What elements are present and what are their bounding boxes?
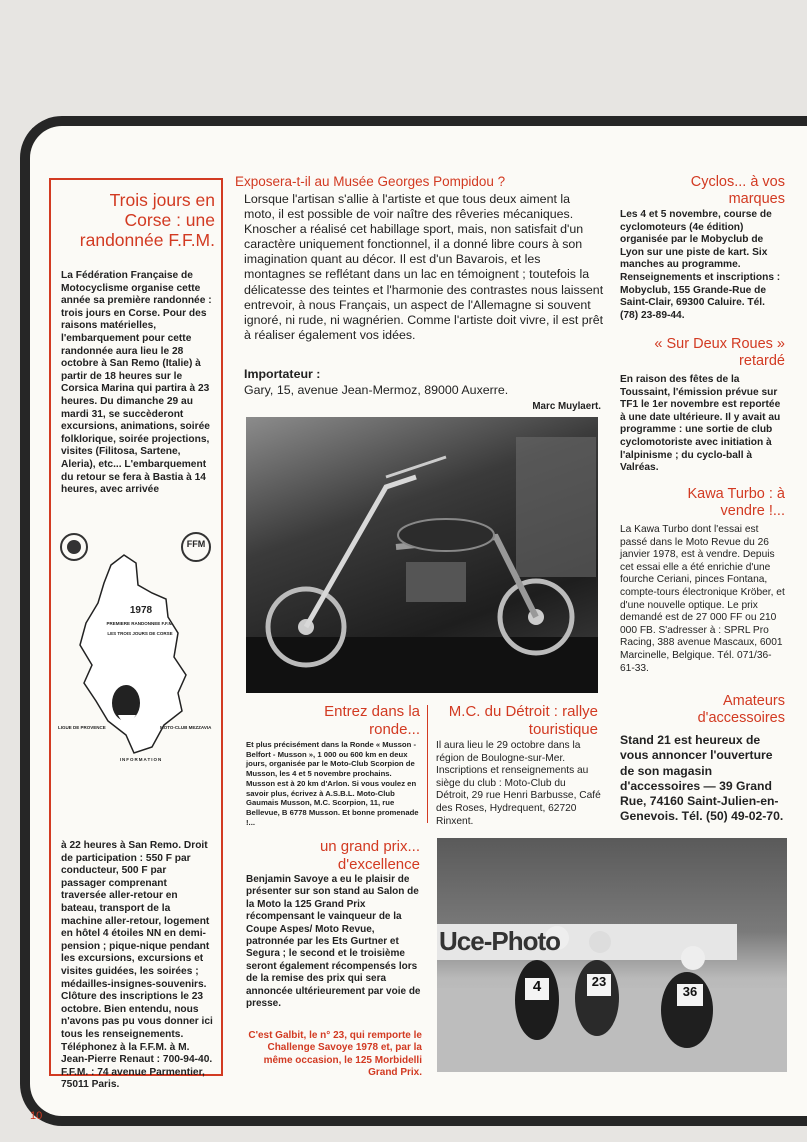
gp-caption: C'est Galbit, le n° 23, qui remporte le Challenge Savoye 1978 et, par la même occasion, le 125 Morbidelli Grand Prix. [248, 1030, 422, 1079]
bike-number-3: 36 [677, 984, 703, 1006]
gp-title: un grand prix... d'excellence [319, 838, 420, 873]
ronde-title: Entrez dans la ronde... [324, 703, 420, 738]
pompidou-importer-label: Importateur : [244, 367, 321, 381]
pompidou-importer: Gary, 15, avenue Jean-Mermoz, 89000 Auxerre. [244, 383, 509, 397]
corse-title: Trois jours en Corse : une randonnée F.F.M. [79, 190, 215, 250]
cyclos-title: Cyclos... à vos marques [690, 174, 785, 207]
map-line-2: LES TROIS JOURS DE CORSE [107, 631, 173, 636]
pompidou-author: Marc Muylaert. [532, 401, 601, 412]
amateurs-body: Stand 21 est heureux de vous annoncer l'ouverture de son magasin d'accessoires — 39 Grand Rue, 74160 Saint-Julien-en-Genevois. Tél. (50) 49-02-70. [620, 733, 784, 824]
sdr-title: « Sur Deux Roues » retardé [654, 336, 785, 369]
sdr-body: En raison des fêtes de la Toussaint, l'émission prévue sur TF1 le 1er novembre est reportée à une date ultérieure. Il y avait au programme : une sortie de club cyclomotoriste avec initiation à l'alpinisme ; du cyclo-ball à Valréas. [620, 374, 781, 474]
motorcycle-icon [246, 417, 598, 693]
pompidou-title: Exposera-t-il au Musée Georges Pompidou ? [235, 174, 506, 189]
bike-number-2: 23 [587, 974, 611, 996]
map-left-label: LIGUE DE PROVENCE [58, 725, 106, 730]
race-photo [437, 838, 787, 1072]
map-info-label: INFORMATION [119, 757, 163, 762]
map-line-1: PREMIERE RANDONNEE F.F.M. [106, 621, 174, 626]
amateurs-title: Amateurs d'accessoires [697, 693, 785, 726]
ronde-body: Et plus précisément dans la Ronde « Musson - Belfort - Musson », 1 000 ou 600 km en deux jours, organisée par le Moto-Club Scorpion de Musson, les 4 et 5 novembre prochains. Musson est à 20 km d'Arlon. Si vous voulez en savoir plus, écrivez à A.S.B.L. Moto-Club Gaumais Musson, M.C. Scorpion, 11, rue Bellevue, B 6778 Musson. Et bonne promenade !... [246, 740, 419, 827]
pompidou-body: Lorsque l'artisan s'allie à l'artiste et que tous deux aiment la moto, il est possible de voir naître des rêveries mécaniques. Knoscher a réalisé cet habillage sport, mais, non satisfait d'un caractère uniquement fonctionnel, il a donné libre cours à son imagination quant au décor. Il est d'un Bavarois, et les montagnes se reflétant dans un lac en témoignent ; toutefois la délicatesse des teintes et l'harmonie des contrastes nous laissent entrevoir, à nous Français, un aspect de l'Allemagne si souvent ignoré, ni rude, ni wagnérien. Comme l'artiste doit vivre, il est prêt à réaliser également vos idées. [244, 192, 604, 342]
race-banner: Uce-Photo [439, 926, 560, 956]
corse-body-1: La Fédération Française de Motocyclisme organise cette année sa première randonnée : trois jours en Corse. Pour des raisons matérielles, l'embarquement pour cette randonnée aura lieu le 28 octobre à San Remo (Italie) à partir de 18 heures sur le Corsica Marina qui partira à 23 heures. Du dimanche 29 au mardi 31, se succèderont excursions, animations, soirée folklorique, soirée projections, visites (Filitosa, Sartene, Aleria), etc... L'embarquement du retour se fera à Bastia à 14 heures, avec arrivée [61, 270, 212, 496]
bike-number-1: 4 [525, 978, 549, 1000]
detroit-body: Il aura lieu le 29 octobre dans la région de Boulogne-sur-Mer. Inscriptions et renseignements au siège du club : Moto-Club du Détroit, 29 rue Henri Barbusse, Café des Roses, Hydrequent, 62720 Rinxent. [436, 740, 601, 827]
detroit-title: M.C. du Détroit : rallye touristique [448, 703, 598, 738]
page-number: 10 [30, 1110, 43, 1122]
kawa-title: Kawa Turbo : à vendre !... [687, 486, 785, 519]
kawa-body: La Kawa Turbo dont l'essai est passé dans le Moto Revue du 26 janvier 1978, est à vendre. Depuis cet essai elle a été enrichie d'une fourche Ceriani, pinces Fontana, compte-tours électronique Kröber, et d'une nouvelle optique. Le prix demandé est de 27 000 FF ou 210 000 FB. S'adresser à : SPRL Pro Racing, 388 avenue Mascaux, 6001 Marcinelle, Belgique. Tél. 071/36-61-33. [620, 524, 785, 674]
column-divider [427, 705, 428, 823]
map-right-label: MOTO-CLUB MEZZAVIA [160, 725, 212, 730]
corse-body-2: à 22 heures à San Remo. Droit de participation : 550 F par conducteur, 500 F par passager comprenant traversée aller-retour en bateau, transport de la machine aller-retour, logement en hôtel 4 étoiles NN en demi-pension ; pique-nique pendant les excursions, excursions et visites guidées, les soirées ; médailles-insignes-souvenirs. Clôture des inscriptions le 23 octobre. Bien entendu, nous n'avons pas pu vous donner ici tous les renseignements. Téléphonez à la F.F.M. à M. Jean-Pierre Renaut : 700-94-40. F.F.M. : 74 avenue Parmentier, 75011 Paris. [61, 840, 213, 1091]
corsica-map-icon [56, 525, 218, 775]
corse-map-graphic [56, 525, 218, 775]
chopper-photo [246, 417, 598, 693]
cyclos-body: Les 4 et 5 novembre, course de cyclomoteurs (4e édition) organisée par le Mobyclub de Lyon sur une piste de kart. Six manches au programme. Renseignements et inscriptions : Mobyclub, 155 Grande-Rue de Saint-Clair, 69300 Caluire. Tél. (78) 23-89-44. [620, 209, 781, 321]
gp-body: Benjamin Savoye a eu le plaisir de présenter sur son stand au Salon de la Moto la 125 Grand Prix récompensant le vainqueur de la Coupe Aspes/ Moto Revue, patronnée par les Ets Gurtner et Segura ; le second et le troisième seront également récompensés lors de la remise des prix qui sera annoncée ultérieurement par voie de presse. [246, 874, 421, 1010]
map-logo-right: FFM [186, 539, 206, 549]
map-year: 1978 [129, 605, 153, 616]
